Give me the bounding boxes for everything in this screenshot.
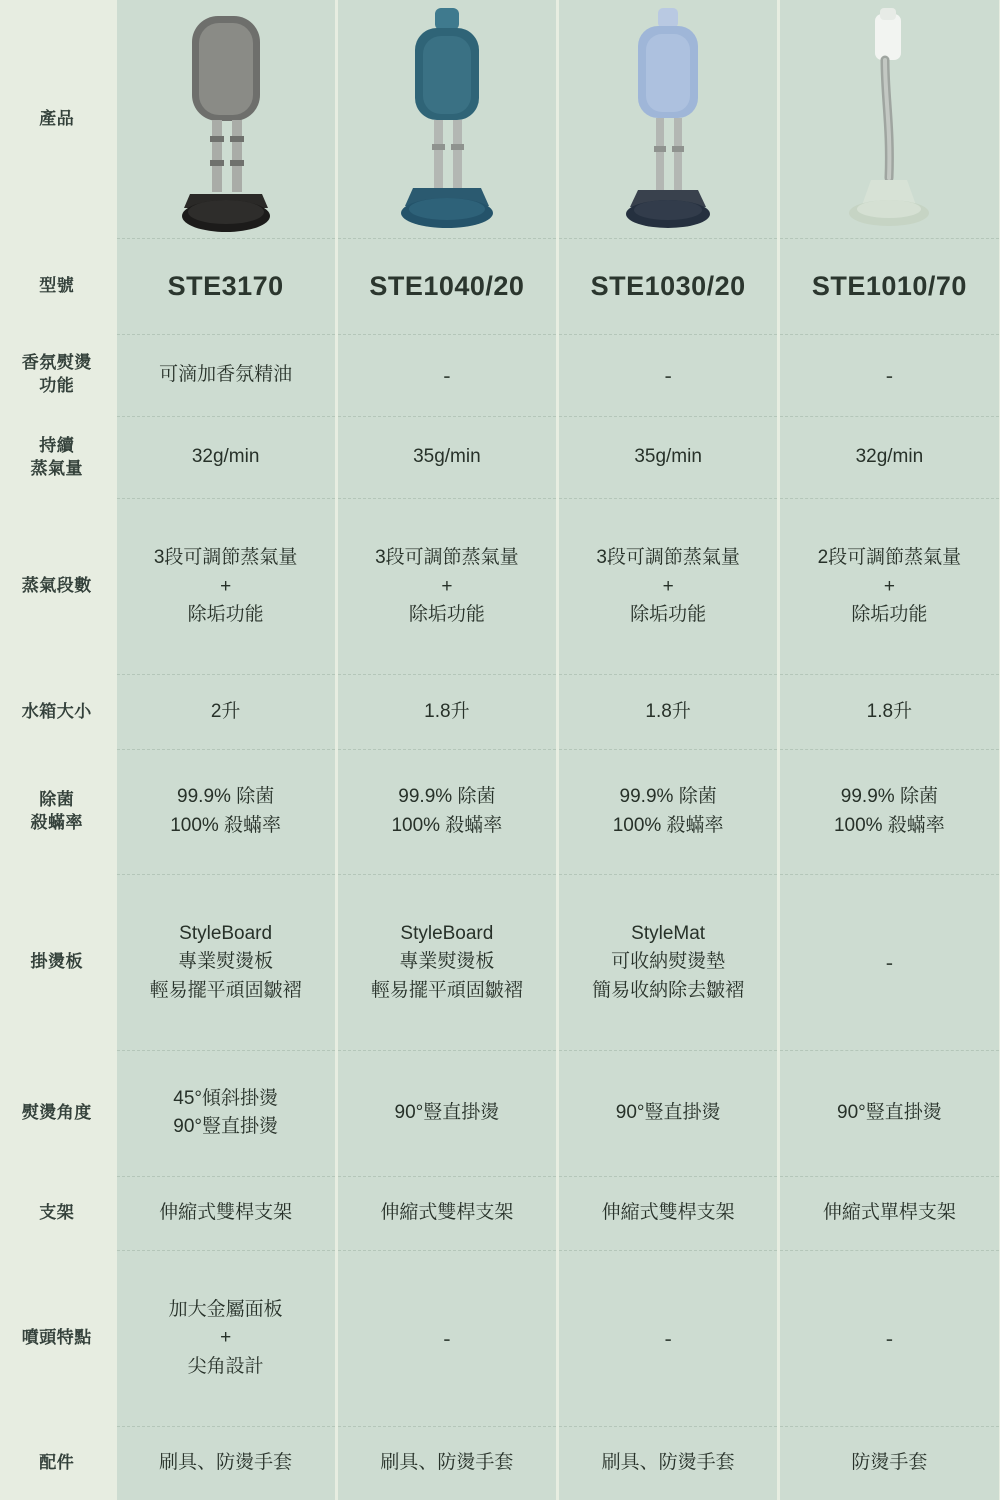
- steam-levels-cell-2: [336, 499, 557, 675]
- steam-levels-cell-3: [558, 499, 779, 675]
- aroma-cell-2: [336, 334, 557, 416]
- aroma-text-2: -: [443, 362, 451, 388]
- angle-line1-1: 45°傾斜掛燙: [173, 1087, 278, 1109]
- aroma-text-1: 可滴加香氛精油: [159, 364, 293, 386]
- steam-levels-line3-1: 除垢功能: [187, 604, 264, 626]
- aroma-text-3: -: [664, 362, 672, 388]
- table-row-product: [0, 0, 1000, 239]
- sanitize-line1-1: 99.9% 除菌: [177, 786, 275, 808]
- board-line2-2: 專業熨燙板: [399, 951, 495, 973]
- angle-cell-2: 90°豎直掛燙: [336, 1051, 557, 1176]
- steam-levels-line1-2: 3段可調節蒸氣量: [375, 547, 519, 569]
- steam-levels-cell-4: [779, 499, 1000, 675]
- accessories-cell-4: 防燙手套: [779, 1427, 1000, 1500]
- angle-cell-1: [115, 1051, 336, 1176]
- accessories-cell-3: 刷具、防燙手套: [558, 1427, 779, 1500]
- nozzle-cell-2: [336, 1250, 557, 1426]
- accessories-cell-1: 刷具、防燙手套: [115, 1427, 336, 1500]
- board-line3-3: 簡易收納除去皺褶: [592, 979, 745, 1001]
- steam-output-cell-1: 32g/min: [115, 417, 336, 499]
- board-line2-1: 專業熨燙板: [178, 951, 274, 973]
- sanitize-line1-3: 99.9% 除菌: [619, 786, 717, 808]
- sanitize-line1-4: 99.9% 除菌: [840, 786, 938, 808]
- garment-steamer-black-icon: [156, 8, 296, 238]
- tank-cell-1: 2升: [115, 675, 336, 749]
- row-label-sanitize-line1: 除菌: [39, 789, 75, 809]
- nozzle-line1-3: -: [664, 1325, 672, 1351]
- row-label-steam-output: [0, 417, 115, 499]
- table-row-stand: [0, 1176, 1000, 1250]
- nozzle-line3-1: 尖角設計: [187, 1355, 264, 1377]
- steam-levels-line2-4: +: [883, 575, 895, 597]
- sanitize-line2-4: 100% 殺蟎率: [833, 814, 945, 836]
- table-row-angle: [0, 1051, 1000, 1176]
- sanitize-line1-2: 99.9% 除菌: [398, 786, 496, 808]
- sanitize-line2-1: 100% 殺蟎率: [170, 814, 282, 836]
- table-row-sanitize: [0, 749, 1000, 874]
- aroma-cell-3: [558, 334, 779, 416]
- row-label-sanitize: [0, 749, 115, 874]
- table-row-model: [0, 239, 1000, 335]
- row-label-tank: 水箱大小: [0, 675, 115, 749]
- steam-levels-line2-2: +: [441, 575, 453, 597]
- nozzle-cell-3: [558, 1250, 779, 1426]
- row-label-aroma-line2: 功能: [39, 376, 75, 396]
- sanitize-cell-3: [558, 749, 779, 874]
- board-cell-2: [336, 874, 557, 1050]
- board-line1-3: StyleMat: [631, 922, 706, 944]
- steam-output-cell-2: 35g/min: [336, 417, 557, 499]
- board-line1-4: -: [885, 950, 894, 976]
- table-row-board: [0, 874, 1000, 1050]
- tank-cell-2: 1.8升: [336, 675, 557, 749]
- table-row-accessories: [0, 1427, 1000, 1500]
- steam-levels-line2-1: +: [220, 575, 232, 597]
- board-cell-4: [779, 874, 1000, 1050]
- sanitize-line2-2: 100% 殺蟎率: [391, 814, 503, 836]
- steam-levels-line2-3: +: [662, 575, 674, 597]
- model-cell-3: STE1030/20: [558, 239, 779, 335]
- board-line2-3: 可收納熨燙墊: [611, 951, 726, 973]
- board-line1-2: StyleBoard: [400, 922, 494, 944]
- table-row-aroma: [0, 334, 1000, 416]
- row-label-steam-line1: 持續: [39, 435, 75, 455]
- steam-levels-line3-4: 除垢功能: [851, 604, 928, 626]
- aroma-cell-4: [779, 334, 1000, 416]
- row-label-aroma-line1: 香氛熨燙: [21, 353, 92, 373]
- board-cell-1: [115, 874, 336, 1050]
- product-image-cell-4: [779, 0, 1000, 239]
- stand-cell-4: 伸縮式單桿支架: [779, 1176, 1000, 1250]
- row-label-aroma: [0, 334, 115, 416]
- row-label-angle: 熨燙角度: [0, 1051, 115, 1176]
- model-cell-4: STE1010/70: [779, 239, 1000, 335]
- garment-steamer-white-icon: [819, 8, 959, 238]
- table-row-steam-output: [0, 417, 1000, 499]
- nozzle-line2-1: +: [220, 1327, 232, 1349]
- angle-line2-1: 90°豎直掛燙: [173, 1116, 278, 1138]
- sanitize-cell-2: [336, 749, 557, 874]
- board-line3-1: 輕易擺平頑固皺褶: [149, 979, 302, 1001]
- steam-output-cell-4: 32g/min: [779, 417, 1000, 499]
- row-label-stand: 支架: [0, 1176, 115, 1250]
- steam-output-cell-3: 35g/min: [558, 417, 779, 499]
- product-image-cell-1: [115, 0, 336, 239]
- sanitize-cell-1: [115, 749, 336, 874]
- stand-cell-1: 伸縮式雙桿支架: [115, 1176, 336, 1250]
- steam-levels-line1-1: 3段可調節蒸氣量: [153, 547, 298, 569]
- steam-levels-line1-4: 2段可調節蒸氣量: [817, 547, 962, 569]
- row-label-board: 掛燙板: [0, 874, 115, 1050]
- aroma-text-4: -: [885, 362, 894, 388]
- sanitize-cell-4: [779, 749, 1000, 874]
- table-row-steam-levels: [0, 499, 1000, 675]
- steam-levels-line1-3: 3段可調節蒸氣量: [596, 547, 740, 569]
- nozzle-line1-1: 加大金屬面板: [168, 1298, 283, 1320]
- product-image-cell-3: [558, 0, 779, 239]
- model-cell-1: STE3170: [115, 239, 336, 335]
- nozzle-cell-4: [779, 1250, 1000, 1426]
- accessories-cell-2: 刷具、防燙手套: [336, 1427, 557, 1500]
- tank-cell-3: 1.8升: [558, 675, 779, 749]
- angle-cell-4: 90°豎直掛燙: [779, 1051, 1000, 1176]
- garment-steamer-teal-icon: [377, 8, 517, 238]
- product-image-cell-2: [336, 0, 557, 239]
- board-line1-1: StyleBoard: [179, 922, 273, 944]
- row-label-sanitize-line2: 殺蟎率: [30, 812, 83, 832]
- table-row-tank: [0, 675, 1000, 749]
- stand-cell-3: 伸縮式雙桿支架: [558, 1176, 779, 1250]
- steam-levels-cell-1: [115, 499, 336, 675]
- garment-steamer-blue-icon: [598, 8, 738, 238]
- row-label-model: 型號: [0, 239, 115, 335]
- row-label-steam-line2: 蒸氣量: [30, 458, 83, 478]
- row-label-product: 產品: [0, 0, 115, 239]
- row-label-accessories: 配件: [0, 1427, 115, 1500]
- table-row-nozzle: [0, 1250, 1000, 1426]
- sanitize-line2-3: 100% 殺蟎率: [612, 814, 724, 836]
- board-cell-3: [558, 874, 779, 1050]
- steam-levels-line3-2: 除垢功能: [408, 604, 485, 626]
- row-label-steam-levels: 蒸氣段數: [0, 499, 115, 675]
- steam-levels-line3-3: 除垢功能: [630, 604, 707, 626]
- nozzle-line1-4: -: [885, 1325, 894, 1351]
- tank-cell-4: 1.8升: [779, 675, 1000, 749]
- angle-cell-3: 90°豎直掛燙: [558, 1051, 779, 1176]
- model-cell-2: STE1040/20: [336, 239, 557, 335]
- board-line3-2: 輕易擺平頑固皺褶: [370, 979, 523, 1001]
- stand-cell-2: 伸縮式雙桿支架: [336, 1176, 557, 1250]
- nozzle-line1-2: -: [443, 1325, 451, 1351]
- nozzle-cell-1: [115, 1250, 336, 1426]
- aroma-cell-1: [115, 334, 336, 416]
- row-label-nozzle: 噴頭特點: [0, 1250, 115, 1426]
